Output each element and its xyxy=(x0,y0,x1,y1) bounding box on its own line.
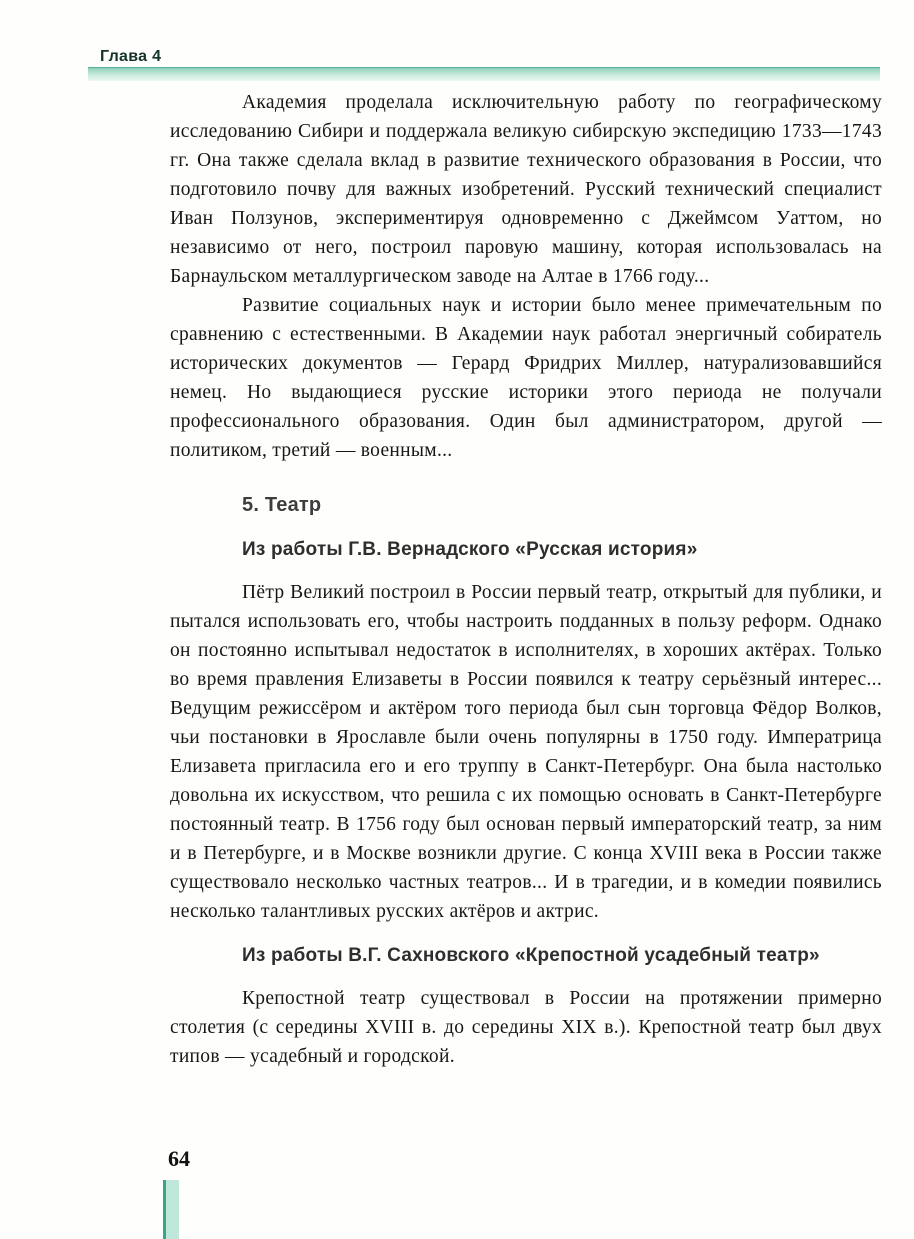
paragraph-social-sciences: Развитие социальных наук и истории было менее примечательным по сравнению с естественными. В Академии наук работал энергичный собиратель исторических документов — Герард Фридрих Миллер, натурализовавшийся немец. Но выдающиеся русские историки этого периода не получали профессионального образования. Один был администратором, другой — политиком, третий — военным... xyxy=(170,295,882,461)
section-heading-theatre: 5. Театр xyxy=(242,494,322,516)
chapter-label: Глава 4 xyxy=(100,48,162,65)
page-text xyxy=(170,88,882,1071)
chapter-header-band xyxy=(88,67,880,81)
subheading-vernadsky: Из работы Г.В. Вернадского «Русская история» xyxy=(242,539,698,560)
paragraph-peter-theatre: Пётр Великий построил в России первый театр, открытый для публики, и пытался использовать его, чтобы настроить подданных в пользу реформ. Однако он постоянно испытывал недостаток в исполнителях, в хороших актёрах. Только во время правления Елизаветы в России появился к театру серьёзный интерес... Ведущим режиссёром и актёром того периода был сын торговца Фёдор Волков, чьи постановки в Ярославле были очень популярны в 1750 году. Императрица Елизавета пригласила его и его труппу в Санкт-Петербург. Она была настолько довольна их искусством, что решила с их помощью основать в Санкт-Петербурге постоянный театр. В 1756 году был основан первый императорский театр, за ним и в Петербурге, и в Москве возникли другие. С конца XVIII века в России также существовало несколько частных театров... И в трагедии, и в комедии появились несколько талантливых русских актёров и актрис. xyxy=(170,582,882,922)
page-number: 64 xyxy=(168,1146,190,1171)
subheading-sakhnovsky: Из работы В.Г. Сахновского «Крепостной усадебный театр» xyxy=(242,945,820,966)
corner-teal-mark xyxy=(163,1180,179,1239)
paragraph-serf-theatre: Крепостной театр существовал в России на протяжении примерно столетия (с середины XVIII в. до середины XIX в.). Крепостной театр был двух типов — усадебный и городской. xyxy=(170,988,882,1067)
paragraph-academy: Академия проделала исключительную работу по географическому исследованию Сибири и поддержала великую сибирскую экспедицию 1733—1743 гг. Она также сделала вклад в развитие технического образования в России, что подготовило почву для важных изобретений. Русский технический специалист Иван Ползунов, экспериментируя одновременно с Джеймсом Уаттом, но независимо от него, построил паровую машину, которая использовалась на Барнаульском металлургическом заводе на Алтае в 1766 году... xyxy=(170,92,882,287)
